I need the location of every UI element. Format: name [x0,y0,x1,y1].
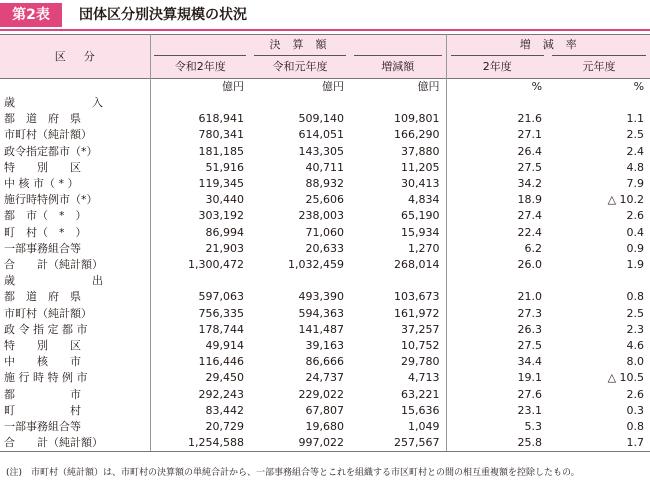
value-cell: 0.8 [626,290,645,304]
value-cell: 614,051 [298,128,344,142]
value-cell: 756,335 [198,306,244,320]
row-label: 町 村（ * ） [0,225,150,241]
value-cell: 2.5 [626,128,645,142]
value-cell: 37,257 [350,322,446,338]
value-cell: 238,003 [298,209,344,223]
value-cell: 21,903 [205,241,244,255]
value-cell: 0.4 [626,225,645,239]
value-cell: 22.4 [517,225,543,239]
table-row [0,403,650,419]
value-cell: 1.9 [626,258,645,272]
value-cell: 30,413 [350,176,446,192]
value-cell: 1,032,459 [288,258,344,272]
value-cell: 34.2 [517,177,543,191]
budget-table [0,34,650,452]
value-cell: 178,744 [198,322,244,336]
value-cell [250,273,350,289]
value-cell: 29,450 [205,371,244,385]
value-cell: 88,932 [305,177,344,191]
unit-cell: 億円 [150,79,250,96]
value-cell: 4.6 [626,339,645,353]
value-cell: 39,163 [305,339,344,353]
value-cell: 1.1 [626,112,645,126]
table-row [0,338,650,354]
value-cell: 2.5 [626,306,645,320]
value-cell: 20,729 [205,420,244,434]
value-cell: △ 10.2 [607,193,645,207]
value-cell: 25.8 [446,435,548,452]
value-cell: 1,254,588 [150,435,250,452]
row-label: 都 道 府 県 [0,289,150,305]
value-cell: 1,049 [350,419,446,435]
value-cell: 49,914 [205,339,244,353]
value-cell: 161,972 [350,306,446,322]
value-cell: 25,606 [305,193,344,207]
value-cell: 71,060 [305,225,344,239]
row-label: 特 別 区 [0,160,150,176]
kessan-group-header: 決算額 [150,35,446,56]
value-cell: 257,567 [350,435,446,452]
value-cell [350,95,446,111]
value-cell: 1.7 [548,435,650,452]
value-cell: 493,390 [298,290,344,304]
title-bar [0,0,650,30]
table-row [0,322,650,338]
footnote: (注) 市町村（純計額）は、市町村の決算額の単純合計から、一部事務組合等とこれを組織する市区町村との間の相互重複額を控除したもの。 [6,468,580,478]
row-label: 施行時特例市（*） [0,192,150,208]
value-cell: 30,440 [205,193,244,207]
row-label: 特 別 区 [0,338,150,354]
value-cell: 618,941 [198,112,244,126]
table-row [0,387,650,403]
value-cell: 2.4 [626,144,645,158]
value-cell: 181,185 [198,144,244,158]
value-cell: 15,934 [350,225,446,241]
table-row [0,95,650,111]
table-row [0,176,650,192]
table-row [0,241,650,257]
table-row [0,192,650,208]
value-cell: 86,666 [305,355,344,369]
col-header-zougengaku: 増減額 [350,55,446,79]
table-number-badge: 第2表 [0,3,62,27]
value-cell: 4,834 [350,192,446,208]
value-cell: 103,673 [350,289,446,305]
unit-cell: 億円 [250,79,350,96]
value-cell [446,273,548,289]
table-row [0,435,650,452]
value-cell: 166,290 [350,127,446,143]
table-row [0,127,650,143]
value-cell: 4,713 [350,370,446,386]
value-cell: 20,633 [305,241,344,255]
row-label: 合 計（純計額） [0,257,150,273]
value-cell: 37,880 [350,144,446,160]
value-cell [150,95,250,111]
value-cell: 997,022 [250,435,350,452]
value-cell: 29,780 [350,354,446,370]
table-row [0,257,650,273]
value-cell: 597,063 [198,290,244,304]
value-cell: 27.4 [517,209,543,223]
value-cell: 24,737 [305,371,344,385]
value-cell: 27.6 [517,387,543,401]
value-cell: 2.3 [626,322,645,336]
row-label: 施 行 時 特 例 市 [0,370,150,386]
table-row [0,208,650,224]
value-cell: 40,711 [305,160,344,174]
row-label: 都 市（ * ） [0,208,150,224]
value-cell: 27.3 [517,306,543,320]
value-cell: 15,636 [350,403,446,419]
value-cell: 27.5 [517,160,543,174]
row-label: 市町村（純計額） [0,127,150,143]
table-row [0,370,650,386]
table-row [0,144,650,160]
table-row [0,111,650,127]
value-cell: 8.0 [626,355,645,369]
value-cell: 11,205 [350,160,446,176]
value-cell: 34.4 [517,355,543,369]
page-title: 団体区分別決算規模の状況 [79,7,247,23]
value-cell: 780,341 [198,128,244,142]
value-cell: 67,807 [305,403,344,417]
row-label: 中 核 市（ * ） [0,176,150,192]
row-label: 都 市 [0,387,150,403]
table-row [0,289,650,305]
value-cell: 141,487 [298,322,344,336]
value-cell [446,95,548,111]
col-header-reiwa2: 令和2年度 [150,55,250,79]
value-cell: 1,300,472 [188,258,244,272]
value-cell [150,273,250,289]
value-cell: 5.3 [524,420,543,434]
unit-cell: % [548,79,650,96]
value-cell: 2.6 [626,387,645,401]
value-cell: 18.9 [517,193,543,207]
row-label: 中 核 市 [0,354,150,370]
unit-row [0,79,650,96]
value-cell: 116,446 [198,355,244,369]
value-cell [250,95,350,111]
value-cell: 27.1 [517,128,543,142]
value-cell: 0.9 [626,241,645,255]
col-header-r2-rate: 2年度 [446,55,548,79]
row-label: 都 道 府 県 [0,111,150,127]
value-cell: 229,022 [298,387,344,401]
row-label: 歳 入 [0,95,150,111]
value-cell: 83,442 [205,403,244,417]
value-cell: 7.9 [626,177,645,191]
table-row [0,419,650,435]
row-label: 町 村 [0,403,150,419]
row-label: 政 令 指 定 都 市 [0,322,150,338]
value-cell: 4.8 [626,160,645,174]
value-cell: 143,305 [298,144,344,158]
value-cell: 2.6 [626,209,645,223]
title-underline [0,29,650,31]
table-row [0,160,650,176]
header-row-1 [0,35,650,56]
col-header-gannen-rate: 元年度 [548,55,650,79]
unit-cell: % [446,79,548,96]
row-label: 一部事務組合等 [0,241,150,257]
kubun-header: 区分 [0,35,150,79]
row-label: 一部事務組合等 [0,419,150,435]
value-cell: △ 10.5 [607,371,645,385]
value-cell: 19.1 [517,371,543,385]
value-cell: 63,221 [350,387,446,403]
value-cell: 0.3 [626,403,645,417]
value-cell: 65,190 [350,208,446,224]
value-cell: 268,014 [350,257,446,273]
value-cell: 26.0 [517,258,543,272]
table-row [0,273,650,289]
value-cell [350,273,446,289]
row-label: 市町村（純計額） [0,306,150,322]
value-cell: 1,270 [350,241,446,257]
value-cell: 6.2 [524,241,543,255]
value-cell: 0.8 [626,420,645,434]
zougen-group-header: 増減率 [446,35,650,56]
value-cell: 26.3 [517,322,543,336]
value-cell: 27.5 [517,339,543,353]
value-cell: 23.1 [517,403,543,417]
value-cell [548,95,650,111]
value-cell: 51,916 [205,160,244,174]
value-cell: 594,363 [298,306,344,320]
table-row [0,306,650,322]
unit-cell: 億円 [350,79,446,96]
value-cell: 292,243 [198,387,244,401]
table-row [0,225,650,241]
value-cell: 303,192 [198,209,244,223]
value-cell: 86,994 [205,225,244,239]
col-header-gannen: 令和元年度 [250,55,350,79]
value-cell: 509,140 [298,112,344,126]
value-cell: 109,801 [350,111,446,127]
value-cell: 119,345 [198,177,244,191]
unit-label-cell [0,79,150,96]
row-label: 歳 出 [0,273,150,289]
table-row [0,354,650,370]
value-cell: 21.6 [517,112,543,126]
value-cell: 26.4 [517,144,543,158]
value-cell: 21.0 [517,290,543,304]
row-label: 政令指定都市（*） [0,144,150,160]
value-cell [548,273,650,289]
value-cell: 10,752 [350,338,446,354]
value-cell: 19,680 [305,420,344,434]
row-label: 合 計（純計額） [0,435,150,452]
